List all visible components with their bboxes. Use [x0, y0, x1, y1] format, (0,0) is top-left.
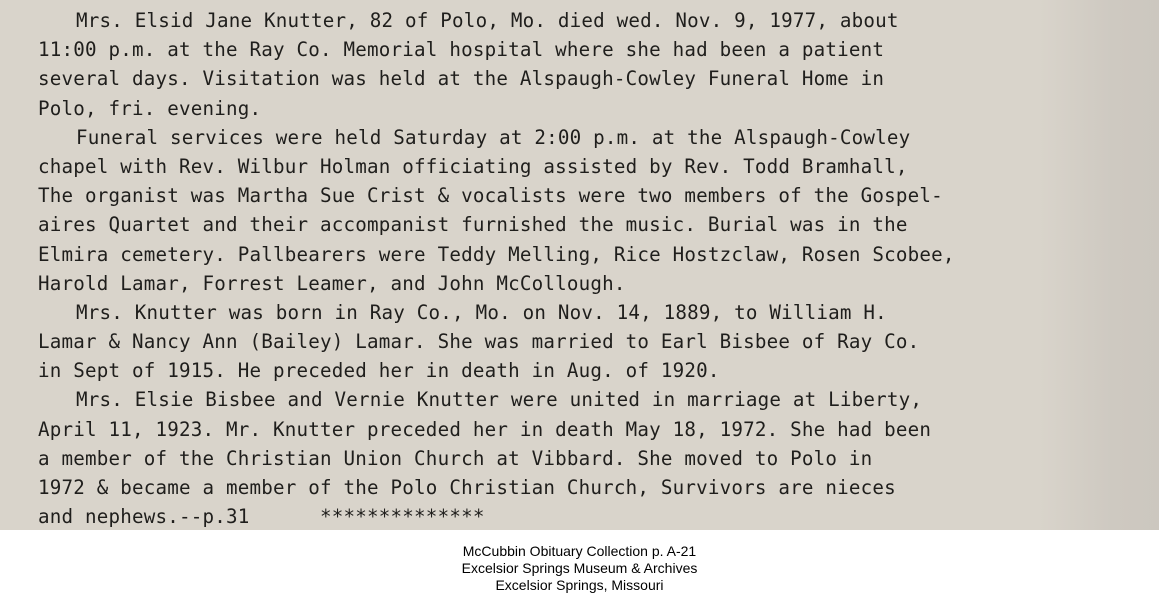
obituary-line: Harold Lamar, Forrest Leamer, and John McCollough.: [38, 271, 626, 295]
obituary-line: aires Quartet and their accompanist furnished the music. Burial was in the: [38, 213, 908, 237]
obituary-line: 1972 & became a member of the Polo Christian Church, Survivors are nieces: [38, 476, 896, 499]
obituary-line: and nephews.--p.31 **************: [38, 505, 485, 529]
obituary-line: in Sept of 1915. He preceded her in death in Aug. of 1920.: [38, 359, 720, 383]
obituary-line: a member of the Christian Union Church at Vibbard. She moved to Polo in: [38, 446, 873, 470]
obituary-line: The organist was Martha Sue Crist & vocalists were two members of the Gospel-: [38, 184, 943, 208]
obituary-line: Elmira cemetery. Pallbearers were Teddy Melling, Rice Hostzclaw, Rosen Scobee,: [38, 242, 955, 266]
obituary-line: Mrs. Knutter was born in Ray Co., Mo. on Nov. 14, 1889, to William H.: [76, 300, 887, 324]
obituary-line: Mrs. Elsid Jane Knutter, 82 of Polo, Mo. died wed. Nov. 9, 1977, about: [76, 9, 899, 32]
obituary-line: several days. Visitation was held at the Alspaugh-Cowley Funeral Home in: [38, 67, 885, 91]
obituary-text: [38, 6, 1148, 530]
caption-location: Excelsior Springs, Missouri: [495, 577, 664, 593]
archive-caption: [0, 543, 1159, 594]
obituary-line: Polo, fri. evening.: [38, 96, 262, 120]
obituary-line: Mrs. Elsie Bisbee and Vernie Knutter were united in marriage at Liberty,: [76, 388, 923, 412]
caption-collection: McCubbin Obituary Collection p. A-21: [462, 543, 697, 559]
obituary-line: April 11, 1923. Mr. Knutter preceded her in death May 18, 1972. She had been: [38, 417, 932, 441]
obituary-line: 11:00 p.m. at the Ray Co. Memorial hospital where she had been a patient: [38, 38, 885, 62]
obituary-line: Lamar & Nancy Ann (Bailey) Lamar. She was married to Earl Bisbee of Ray Co.: [38, 330, 920, 354]
caption-museum: Excelsior Springs Museum & Archives: [461, 560, 698, 576]
obituary-line: chapel with Rev. Wilbur Holman officiating assisted by Rev. Todd Bramhall,: [38, 154, 908, 178]
obituary-line: Funeral services were held Saturday at 2:00 p.m. at the Alspaugh-Cowley: [76, 125, 911, 149]
